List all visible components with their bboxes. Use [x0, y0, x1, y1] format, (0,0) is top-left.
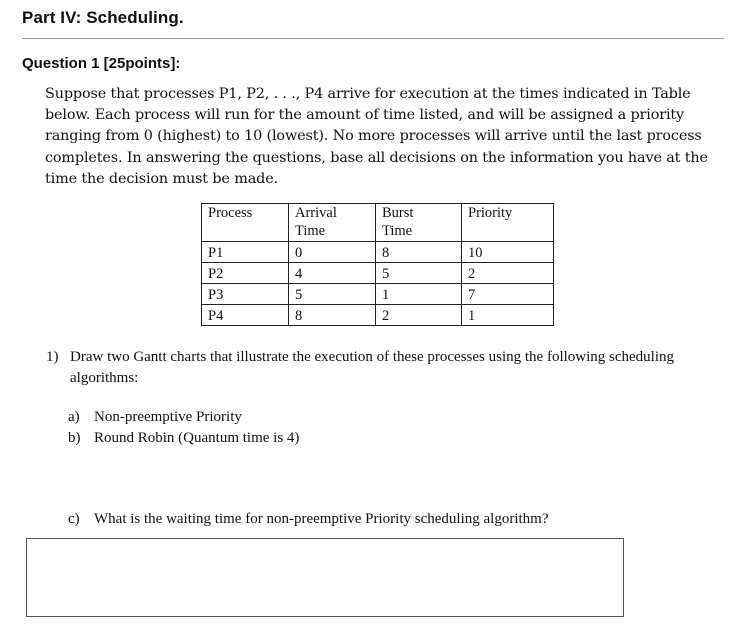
cell-burst: 5	[376, 263, 462, 284]
cell-arrival: 5	[289, 284, 376, 305]
cell-process: P2	[202, 263, 289, 284]
cell-burst: 1	[376, 284, 462, 305]
header-burst-time: Burst Time	[376, 204, 462, 242]
table-header-row	[202, 204, 554, 242]
table-row	[202, 305, 554, 326]
option-a	[68, 407, 242, 428]
option-a-label: a)	[68, 409, 80, 425]
option-c-text: What is the waiting time for non-preemptive Priority scheduling algorithm?	[94, 511, 549, 527]
table-row	[202, 242, 554, 263]
process-table	[201, 203, 554, 326]
cell-process: P1	[202, 242, 289, 263]
cell-arrival: 8	[289, 305, 376, 326]
cell-arrival: 0	[289, 242, 376, 263]
answer-input-box[interactable]	[26, 538, 624, 617]
cell-priority: 2	[462, 263, 554, 284]
cell-process: P4	[202, 305, 289, 326]
option-b-text: Round Robin (Quantum time is 4)	[94, 430, 300, 446]
header-process: Process	[202, 204, 289, 242]
option-b	[68, 428, 299, 449]
table-row	[202, 263, 554, 284]
table-row	[202, 284, 554, 305]
section-divider	[22, 38, 724, 39]
header-priority: Priority	[462, 204, 554, 242]
option-b-label: b)	[68, 430, 81, 446]
question-title: Question 1 [25points]:	[22, 55, 181, 72]
cell-priority: 7	[462, 284, 554, 305]
cell-priority: 10	[462, 242, 554, 263]
cell-arrival: 4	[289, 263, 376, 284]
cell-burst: 8	[376, 242, 462, 263]
question-1-text: Draw two Gantt charts that illustrate the execution of these processes using the following scheduling algorithms:	[70, 349, 675, 386]
cell-process: P3	[202, 284, 289, 305]
cell-burst: 2	[376, 305, 462, 326]
option-c-label: c)	[68, 511, 80, 527]
header-arrival-time: Arrival Time	[289, 204, 376, 242]
option-c	[68, 509, 548, 530]
question-1-number: 1)	[46, 349, 59, 365]
question-intro-paragraph: Suppose that processes P1, P2, . . ., P4 arrive for execution at the times indicated in Table below. Each process will run for the amount of time listed, and will be assigned a priority ranging from 0 (highest) to 10 (lowest). No more processes will arrive until the last process completes. In answering the questions, base all decisions on the information you have at the time the decision must be made.	[45, 86, 708, 187]
part-title: Part IV: Scheduling.	[22, 8, 184, 27]
cell-priority: 1	[462, 305, 554, 326]
option-a-text: Non-preemptive Priority	[94, 409, 242, 425]
question-1	[46, 347, 736, 389]
